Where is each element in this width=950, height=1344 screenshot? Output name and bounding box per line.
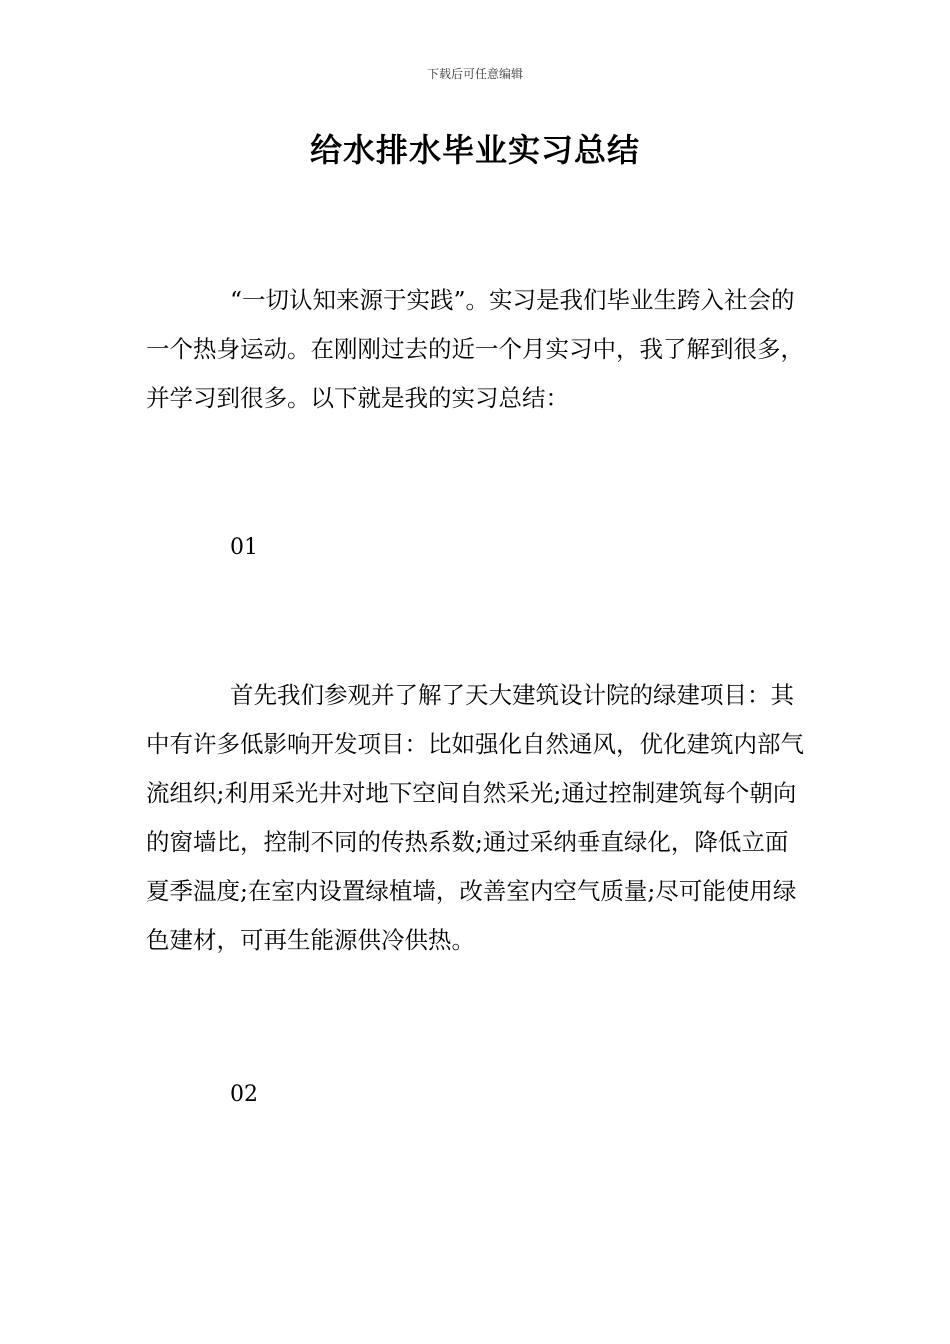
header-note: 下载后可任意编辑 <box>426 67 523 81</box>
document-title: 给水排水毕业实习总结 <box>309 131 640 169</box>
intro-paragraph: “一切认知来源于实践”。实习是我们毕业生跨入社会的一个热身运动。在刚刚过去的近一个月实习中，我了解到很多，并学习到很多。以下就是我的实习总结： <box>146 286 804 412</box>
section-number-02: 02 <box>230 1082 258 1107</box>
section-number-01: 01 <box>230 535 258 560</box>
section-01-paragraph: 首先我们参观并了解了天大建筑设计院的绿建项目：其中有许多低影响开发项目：比如强化自然通风，优化建筑内部气流组织;利用采光井对地下空间自然采光;通过控制建筑每个朝向的窗墙比，控制不同的传热系数;通过采纳垂直绿化，降低立面夏季温度;在室内设置绿植墙，改善室内空气质量;尽可能使用绿色建材，可再生能源供冷供热。 <box>146 681 804 954</box>
